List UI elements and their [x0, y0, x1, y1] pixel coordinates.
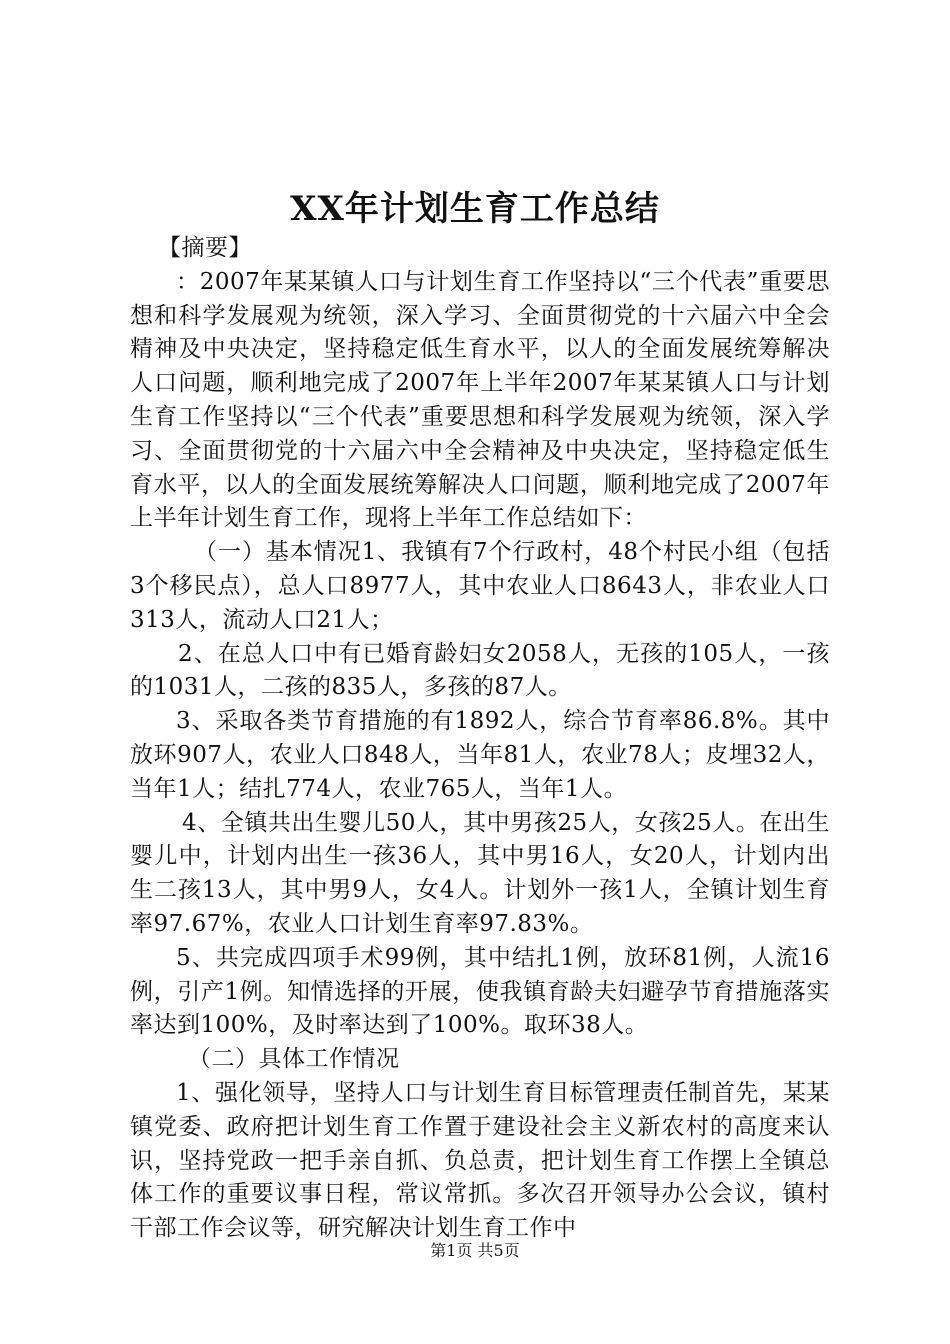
- abstract-label: 【摘要】: [158, 235, 252, 261]
- paragraph-item-5: 5、共完成四项手术99例，其中结扎1例，放环81例，人流16例，引产1例。知情选择的开展，使我镇育龄夫妇避孕节育措施落实率达到100%，及时率达到了100%。取环38人。: [130, 944, 830, 1039]
- paragraph-abstract: ：2007年某某镇人口与计划生育工作坚持以“三个代表”重要思想和科学发展观为统领，深入学习、全面贯彻党的十六届六中全会精神及中央决定，坚持稳定低生育水平，以人的全面发展统筹解决人口问题，顺利地完成了2007年上半年2007年某某镇人口与计划生育工作坚持以“三个代表”重要思想和科学发展观为统领，深入学习、全面贯彻党的十六届六中全会精神及中央决定，坚持稳定低生育水平，以人的全面发展统筹解决人口问题，顺利地完成了2007年上半年计划生育工作，现将上半年工作总结如下：: [130, 268, 830, 532]
- document-body: [130, 232, 830, 1246]
- paragraph-item-2: 2、在总人口中有已婚育龄妇女2058人，无孩的105人，一孩的1031人，二孩的835人，多孩的87人。: [130, 640, 830, 701]
- document-title: XX年计划生育工作总结: [290, 189, 660, 229]
- paragraph-work-1: 1、强化领导，坚持人口与计划生育目标管理责任制首先，某某镇党委、政府把计划生育工作置于建设社会主义新农村的高度来认识，坚持党政一把手亲自抓、负总责，把计划生育工作摆上全镇总体工作的重要议事日程，常议常抓。多次召开领导办公会议，镇村干部工作会议等，研究解决计划生育工作中: [130, 1079, 830, 1242]
- page-footer: 第1页 共5页: [430, 1241, 520, 1260]
- section-heading-work: （二）具体工作情况: [188, 1046, 400, 1073]
- paragraph-item-4: 4、全镇共出生婴儿50人，其中男孩25人，女孩25人。在出生婴儿中，计划内出生一孩36人，其中男16人，女20人，计划内出生二孩13人，其中男9人，女4人。计划外一孩1人，全镇计划生育率97.67%，农业人口计划生育率97.83%。: [130, 809, 830, 937]
- paragraph-item-3: 3、采取各类节育措施的有1892人，综合节育率86.8%。其中放环907人，农业人口848人，当年81人，农业78人；皮埋32人，当年1人；结扎774人，农业765人，当年1人。: [130, 708, 830, 802]
- paragraph-basic-situation: （一）基本情况1、我镇有7个行政村，48个村民小组（包括3个移民点），总人口8977人，其中农业人口8643人，非农业人口313人，流动人口21人；: [130, 539, 830, 633]
